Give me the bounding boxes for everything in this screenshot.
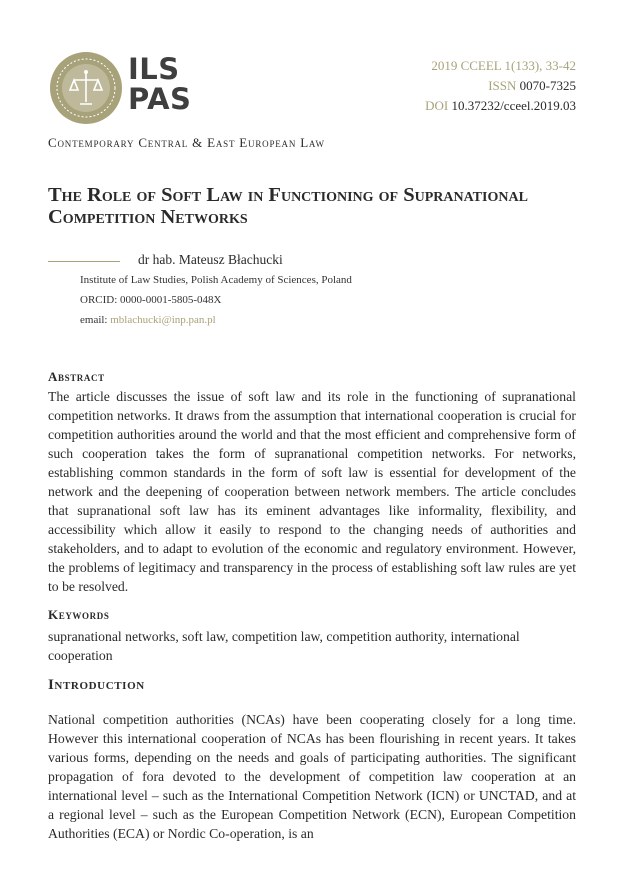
author-email-link[interactable]: mblachucki@inp.pan.pl [110,314,216,326]
introduction-heading: Introduction [48,677,145,693]
keywords-heading: Keywords [48,607,110,622]
brand-line-pas: PAS [128,82,192,116]
author-name: dr hab. Mateusz Błachucki [138,252,283,267]
brand-wordmark [128,54,191,114]
author-rule [48,261,120,262]
doi-line [425,96,576,116]
citation-line: 2019 CCEEL 1(133), 33-42 [431,58,576,73]
doi-label: DOI [425,98,449,113]
issn-value: 0070-7325 [519,78,576,93]
article-title: The Role of Soft Law in Functioning of Supranational Competition Networks [48,184,528,228]
abstract-heading: Abstract [48,369,105,384]
author-email-line [80,314,216,326]
issn-label: ISSN [488,78,517,93]
email-label: email: [80,314,108,326]
journal-name: Contemporary Central & East European Law [48,135,325,150]
issn-line [425,76,576,96]
abstract-text: The article discusses the issue of soft law and its role in the functioning of supranational competition networks. It draws from the assumption that international cooperation is crucial for competition authorities around the world and that the most efficient and comprehensive form of such cooperation takes the form of supranational competition networks. For networks, establishing common standards in the form of soft law is essential for development of the network and the deepening of cooperation between network members. The article concludes that supranational soft law has its eminent advantages like informality, flexibility, and accessibility which allow it easily to respond to the changing needs of authorities and stakeholders, and to adapt to evolution of the economic and regulatory environment. However, the problems of legitimacy and transparency in the process of establishing soft law rules are yet to be resolved. [48,389,576,594]
keywords-text: supranational networks, soft law, competition law, competition authority, international cooperation [48,629,520,663]
ils-pas-logo-seal [48,50,124,126]
doi-value: 10.37232/cceel.2019.03 [451,98,576,113]
author-orcid: ORCID: 0000-0001-5805-048X [80,294,222,306]
author-affiliation: Institute of Law Studies, Polish Academy of Sciences, Poland [80,274,352,286]
citation-block [425,56,576,116]
introduction-text: National competition authorities (NCAs) have been cooperating closely for a long time. However this international cooperation of NCAs has been flourishing in recent years. It takes various forms, depending on the needs and goals of participating authorities. The significant propagation of fora devoted to the development of competition law cooperation at an international level – such as the International Competition Network (ICN) or UNCTAD, and at a regional level – such as the European Competition Network (ECN), European Competition Authorities (ECA) or Nordic Co-operation, is an [48,712,576,841]
brand-line-ils: ILS [128,52,180,86]
